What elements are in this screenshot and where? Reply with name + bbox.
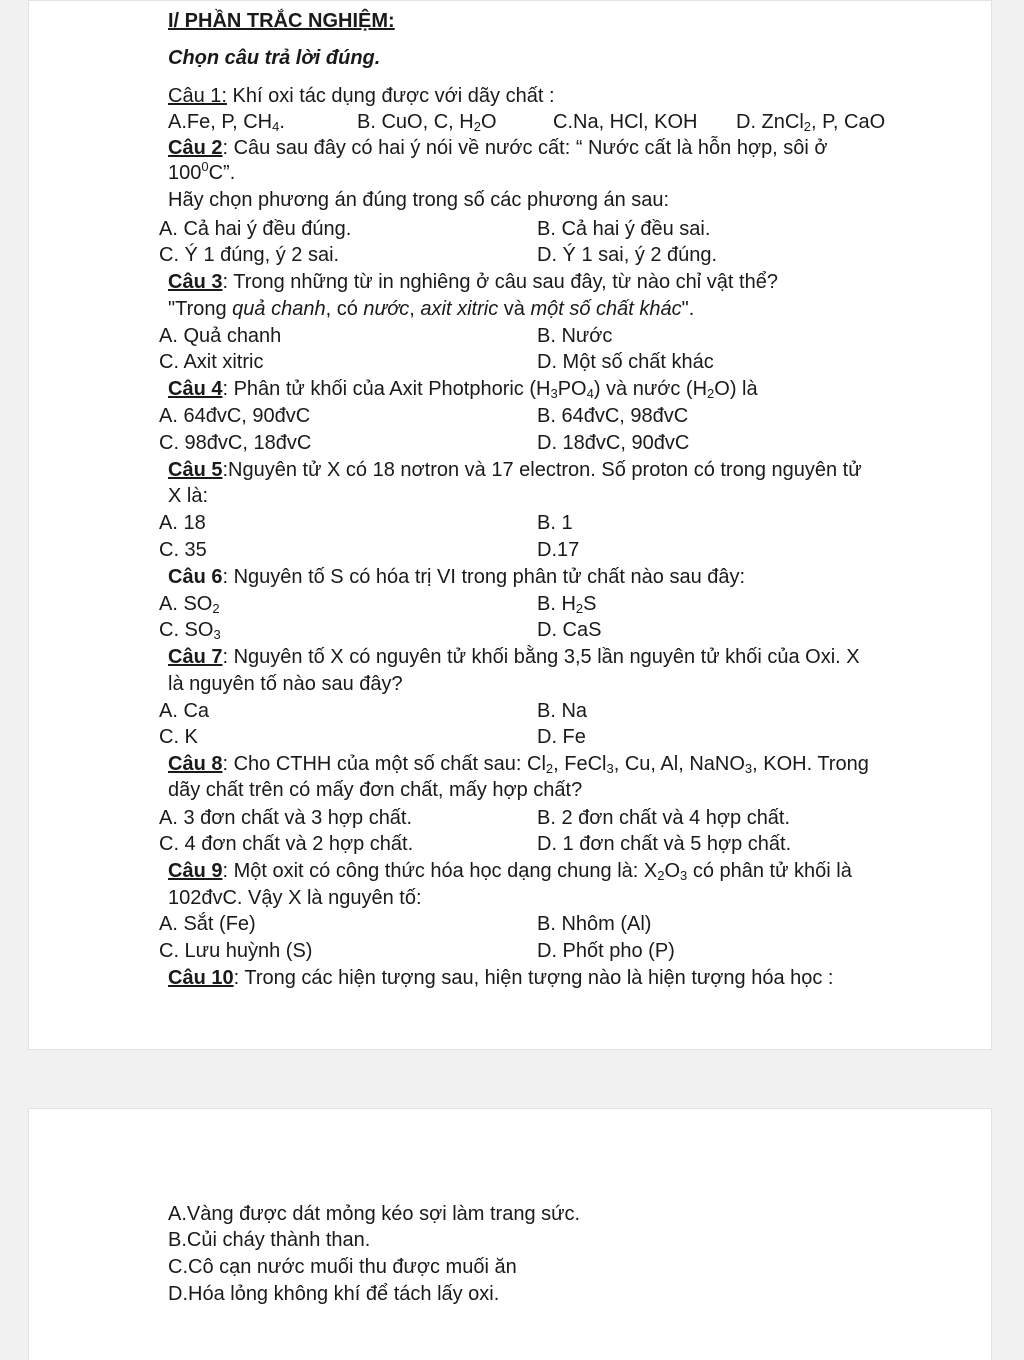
question-text: : Trong những từ in nghiêng ở câu sau đây, từ nào chỉ vật thể? [222, 271, 778, 293]
q6-option-a-sub: 2 [212, 601, 220, 616]
q3-quote-italic-2: nước [363, 298, 410, 320]
q6-option-a [159, 591, 220, 617]
q4-sub-2: 4 [586, 386, 594, 401]
q8-sub-3: 3 [744, 761, 753, 776]
q6-option-a-text: A. SO [159, 593, 213, 615]
question-text: : Câu sau đây có hai ý nói về nước cất: “ Nước cất là hỗn hợp, sôi ở [222, 137, 828, 159]
question-label: Câu 9 [168, 860, 223, 882]
q1-option-b-sub: 2 [473, 119, 481, 134]
q9-option-a: A. Sắt (Fe) [159, 913, 256, 935]
question-3 [168, 269, 778, 295]
question-8-cont: dãy chất trên có mấy đơn chất, mấy hợp chất? [168, 779, 583, 801]
question-text: : Nguyên tố X có nguyên tử khối bằng 3,5 lần nguyên tử khối của Oxi. X [222, 646, 860, 668]
q7-option-d: D. Fe [537, 726, 586, 748]
q3-quote-mid-1: , có [325, 298, 364, 320]
q8-option-d: D. 1 đơn chất và 5 hợp chất. [537, 833, 792, 855]
document-page-1 [28, 0, 992, 1050]
q3-quote-italic-1: quả chanh [232, 298, 326, 320]
question-label: Câu 3 [168, 271, 223, 293]
q8-text-3: , KOH. Trong [752, 753, 869, 775]
q10-option-b: B.Củi cháy thành than. [168, 1229, 371, 1251]
q6-option-c-text: C. SO [159, 619, 214, 641]
q3-quote-open: "Trong [168, 298, 233, 320]
section-title [168, 8, 395, 34]
question-label: Câu 10 [168, 967, 234, 989]
question-text: : Một oxit có công thức hóa học dạng chung là: X [222, 860, 658, 882]
q6-option-b [537, 591, 596, 617]
question-label: Câu 8 [168, 753, 223, 775]
q2-text2: 100 [168, 162, 202, 184]
q1-option-a-tail: . [279, 111, 285, 133]
q4-text-1: PO [557, 378, 587, 400]
q3-quote-italic-4: một số chất khác [530, 298, 682, 320]
question-6 [168, 564, 745, 590]
q7-option-a: A. Ca [159, 700, 210, 722]
q8-option-a: A. 3 đơn chất và 3 hợp chất. [159, 807, 413, 829]
q2-text2-tail: C”. [208, 162, 236, 184]
q4-sub-3: 2 [707, 386, 715, 401]
q8-text-2: , Cu, Al, NaNO [613, 753, 745, 775]
q2-option-d: D. Ý 1 sai, ý 2 đúng. [537, 244, 718, 266]
question-text: Khí oxi tác dụng được với dãy chất : [226, 85, 555, 107]
q2-option-b: B. Cả hai ý đều sai. [537, 218, 711, 240]
question-2-prompt: Hãy chọn phương án đúng trong số các phương án sau: [168, 189, 670, 211]
q3-option-b: B. Nước [537, 325, 613, 347]
q4-option-c: C. 98đvC, 18đvC [159, 432, 312, 454]
q5-option-a: A. 18 [159, 512, 206, 534]
q4-text-2: ) và nước (H [593, 378, 708, 400]
q4-sub-1: 3 [550, 386, 558, 401]
question-text: :Nguyên tử X có 18 nơtron và 17 electron. Số proton có trong nguyên tử [222, 459, 862, 481]
q6-option-c [159, 617, 221, 643]
question-3-quote [168, 296, 694, 322]
q7-option-c: C. K [159, 726, 198, 748]
question-2 [168, 135, 828, 161]
question-text: : Phân tử khối của Axit Photphoric (H [222, 378, 551, 400]
q2-option-c: C. Ý 1 đúng, ý 2 sai. [159, 244, 340, 266]
question-label: Câu 1: [168, 85, 227, 107]
q9-text-2: có phân tử khối là [687, 860, 852, 882]
question-label: Câu 5 [168, 459, 223, 481]
question-1 [168, 83, 555, 109]
question-5-cont: X là: [168, 485, 209, 507]
q4-text-3: O) là [714, 378, 758, 400]
question-label: Câu 6 [168, 566, 223, 588]
q9-option-b: B. Nhôm (Al) [537, 913, 652, 935]
q6-option-c-sub: 3 [213, 627, 221, 642]
q8-option-c: C. 4 đơn chất và 2 hợp chất. [159, 833, 414, 855]
q5-option-d: D.17 [537, 539, 580, 561]
q4-option-a: A. 64đvC, 90đvC [159, 405, 311, 427]
question-9 [168, 858, 852, 884]
q1-option-b-text: B. CuO, C, H [357, 111, 474, 133]
q3-quote-italic-3: axit xitric [420, 298, 499, 320]
instruction: Chọn câu trả lời đúng. [168, 47, 381, 69]
q1-option-a-text: A.Fe, P, CH [168, 111, 273, 133]
q9-option-d: D. Phốt pho (P) [537, 940, 675, 962]
q1-option-d-sub: 2 [803, 119, 812, 134]
q1-option-b [357, 109, 497, 135]
document-page-2 [28, 1108, 992, 1360]
q8-text-1: , FeCl [553, 753, 607, 775]
q4-option-b: B. 64đvC, 98đvC [537, 405, 689, 427]
question-2-cont [168, 160, 235, 186]
q3-option-c: C. Axit xitric [159, 351, 264, 373]
q9-sub-2: 3 [680, 868, 688, 883]
q2-option-a: A. Cả hai ý đều đúng. [159, 218, 352, 240]
q10-option-c: C.Cô cạn nước muối thu được muối ăn [168, 1256, 517, 1278]
question-8 [168, 751, 869, 777]
question-label: Câu 2 [168, 137, 223, 159]
q2-text2-sup: 0 [201, 159, 209, 174]
question-7 [168, 644, 860, 670]
q8-sub-1: 2 [545, 761, 554, 776]
q1-option-b-tail: O [480, 111, 497, 133]
q1-option-d-tail: , P, CaO [811, 111, 886, 133]
q8-option-b: B. 2 đơn chất và 4 hợp chất. [537, 807, 791, 829]
question-10 [168, 965, 833, 991]
question-text: : Nguyên tố S có hóa trị VI trong phân tử chất nào sau đây: [222, 566, 746, 588]
question-7-cont: là nguyên tố nào sau đây? [168, 673, 403, 695]
q3-option-a: A. Quả chanh [159, 325, 282, 347]
question-4 [168, 376, 758, 402]
q1-option-a-sub: 4 [272, 119, 280, 134]
q5-option-b: B. 1 [537, 512, 573, 534]
question-text: : Cho CTHH của một số chất sau: Cl [222, 753, 546, 775]
q9-option-c: C. Lưu huỳnh (S) [159, 940, 313, 962]
q6-option-b-text: B. H [537, 593, 576, 615]
q1-option-d-text: D. ZnCl [736, 111, 804, 133]
q9-sub-1: 2 [657, 868, 665, 883]
q4-option-d: D. 18đvC, 90đvC [537, 432, 690, 454]
question-label: Câu 7 [168, 646, 223, 668]
q3-quote-close: ". [681, 298, 695, 320]
q3-quote-mid-3: và [498, 298, 531, 320]
q3-quote-mid-2: , [409, 298, 421, 320]
q10-option-d: D.Hóa lỏng không khí để tách lấy oxi. [168, 1283, 500, 1305]
q8-sub-2: 3 [606, 761, 614, 776]
q6-option-b-sub: 2 [575, 601, 584, 616]
section-title-text: I/ PHẦN TRẮC NGHIỆM: [168, 10, 395, 32]
q6-option-d: D. CaS [537, 619, 602, 641]
q9-text-1: O [664, 860, 681, 882]
question-9-cont: 102đvC. Vậy X là nguyên tố: [168, 887, 422, 909]
q1-option-a [168, 109, 285, 135]
q10-option-a: A.Vàng được dát mỏng kéo sợi làm trang sức. [168, 1203, 581, 1225]
question-5 [168, 457, 862, 483]
q1-option-d [736, 109, 885, 135]
q6-option-b-tail: S [583, 593, 597, 615]
q7-option-b: B. Na [537, 700, 588, 722]
question-text: : Trong các hiện tượng sau, hiện tượng nào là hiện tượng hóa học : [233, 967, 834, 989]
q5-option-c: C. 35 [159, 539, 207, 561]
q1-option-c: C.Na, HCl, KOH [553, 111, 698, 133]
q3-option-d: D. Một số chất khác [537, 351, 714, 373]
question-label: Câu 4 [168, 378, 223, 400]
